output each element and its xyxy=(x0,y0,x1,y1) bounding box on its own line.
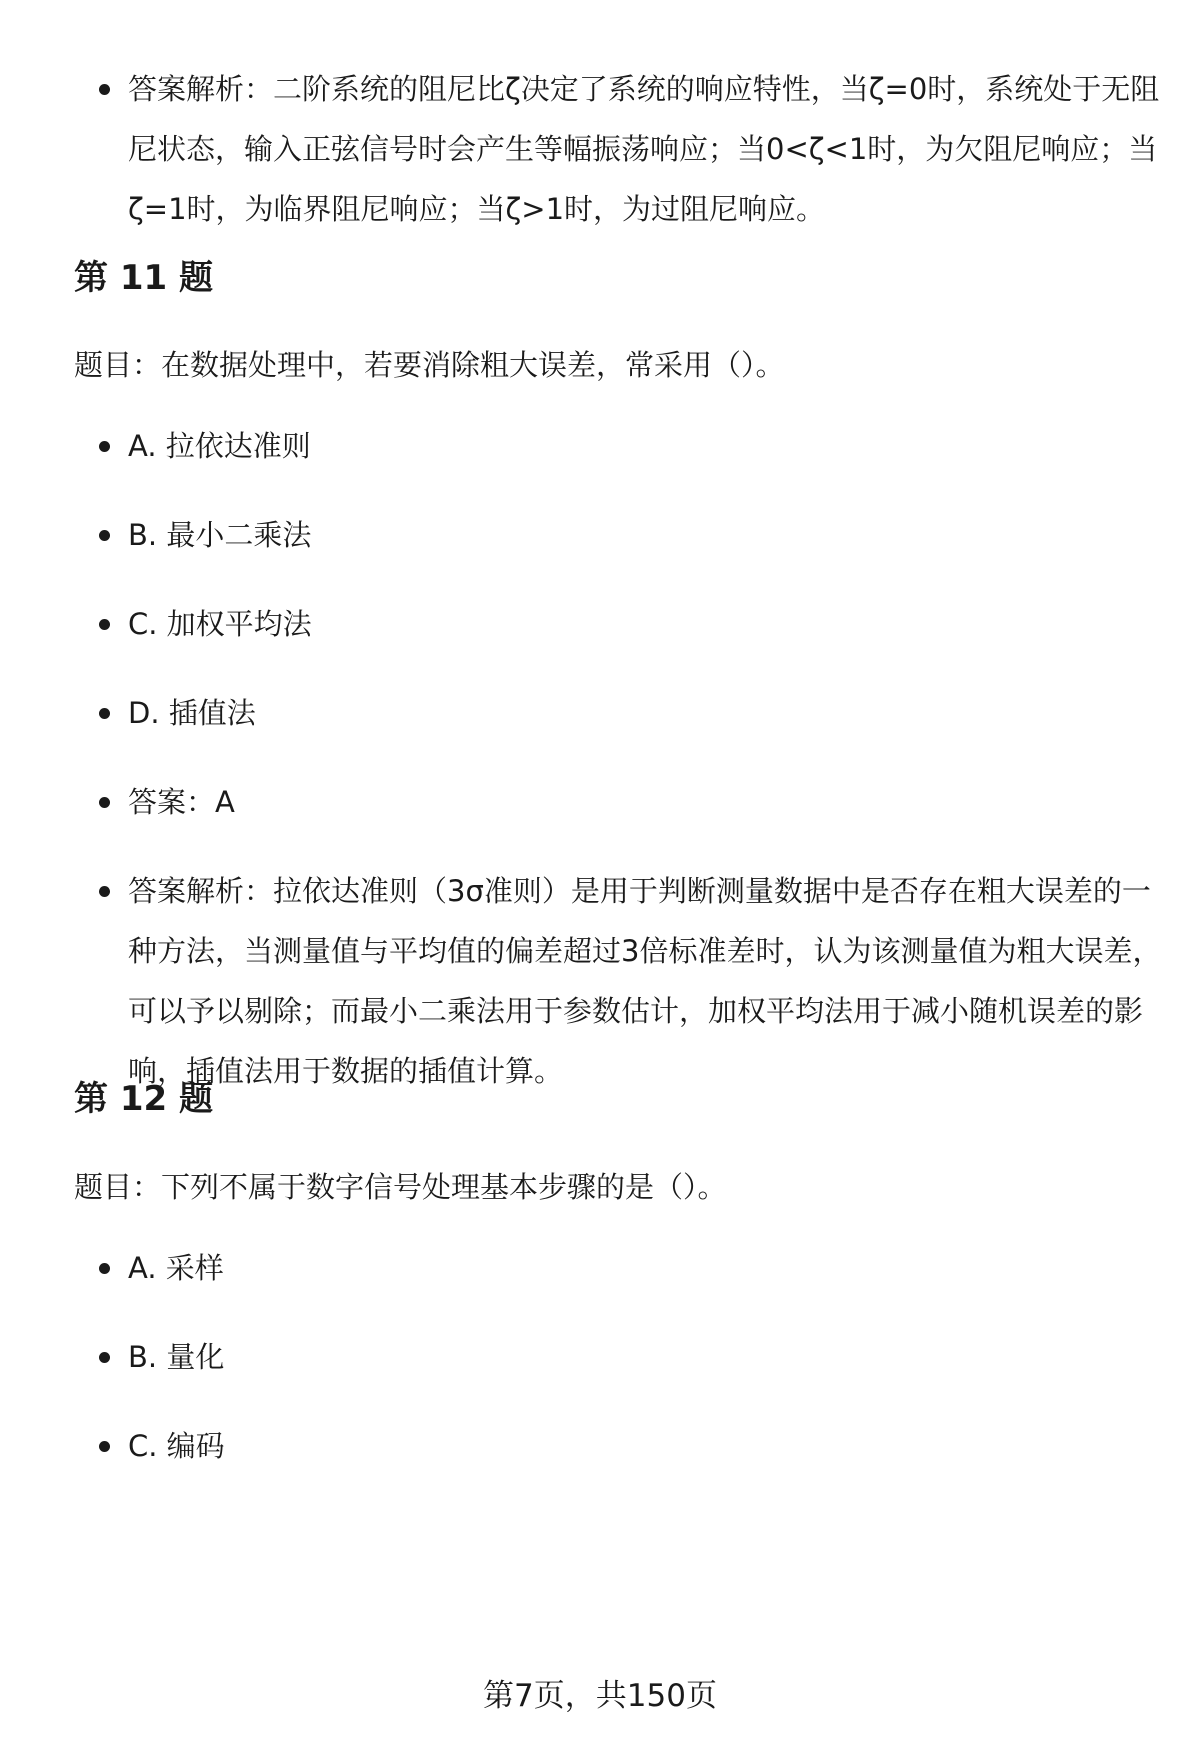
question-12-option-c: C. 编码 xyxy=(72,1416,1172,1476)
question-11-title: 第 11 题 xyxy=(74,258,213,298)
question-12-options xyxy=(0,1238,1172,1505)
question-11-explanation: 答案解析：拉依达准则（3σ准则）是用于判断测量数据中是否存在粗大误差的一种方法，当测量值与平均值的偏差超过3倍标准差时，认为该测量值为粗大误差，可以予以剔除；而最小二乘法用于参数估计，加权平均法用于减小随机误差的影响，插值法用于数据的插值计算。 xyxy=(72,861,1172,1101)
question-12-stem: 题目：下列不属于数字信号处理基本步骤的是（）。 xyxy=(74,1170,727,1204)
prev-explanation: 答案解析：二阶系统的阻尼比ζ决定了系统的响应特性，当ζ=0时，系统处于无阻尼状态，输入正弦信号时会产生等幅振荡响应；当0<ζ<1时，为欠阻尼响应；当ζ=1时，为临界阻尼响应；当ζ>1时，为过阻尼响应。 xyxy=(72,59,1172,239)
question-11-option-a: A. 拉依达准则 xyxy=(72,416,1172,476)
question-11-option-b: B. 最小二乘法 xyxy=(72,505,1172,565)
prev-question-explanation-list xyxy=(0,59,1172,239)
question-11-option-c: C. 加权平均法 xyxy=(72,594,1172,654)
question-11-options xyxy=(0,416,1172,1130)
question-11-stem: 题目：在数据处理中，若要消除粗大误差，常采用（）。 xyxy=(74,348,785,382)
page-footer xyxy=(0,1676,1200,1716)
question-12-title: 第 12 题 xyxy=(74,1079,213,1119)
question-11-option-d: D. 插值法 xyxy=(72,683,1172,743)
question-12-option-a: A. 采样 xyxy=(72,1238,1172,1298)
page-number-label: 第7页，共150页 xyxy=(483,1678,717,1714)
question-12-option-b: B. 量化 xyxy=(72,1327,1172,1387)
question-11-answer: 答案：A xyxy=(72,772,1172,832)
